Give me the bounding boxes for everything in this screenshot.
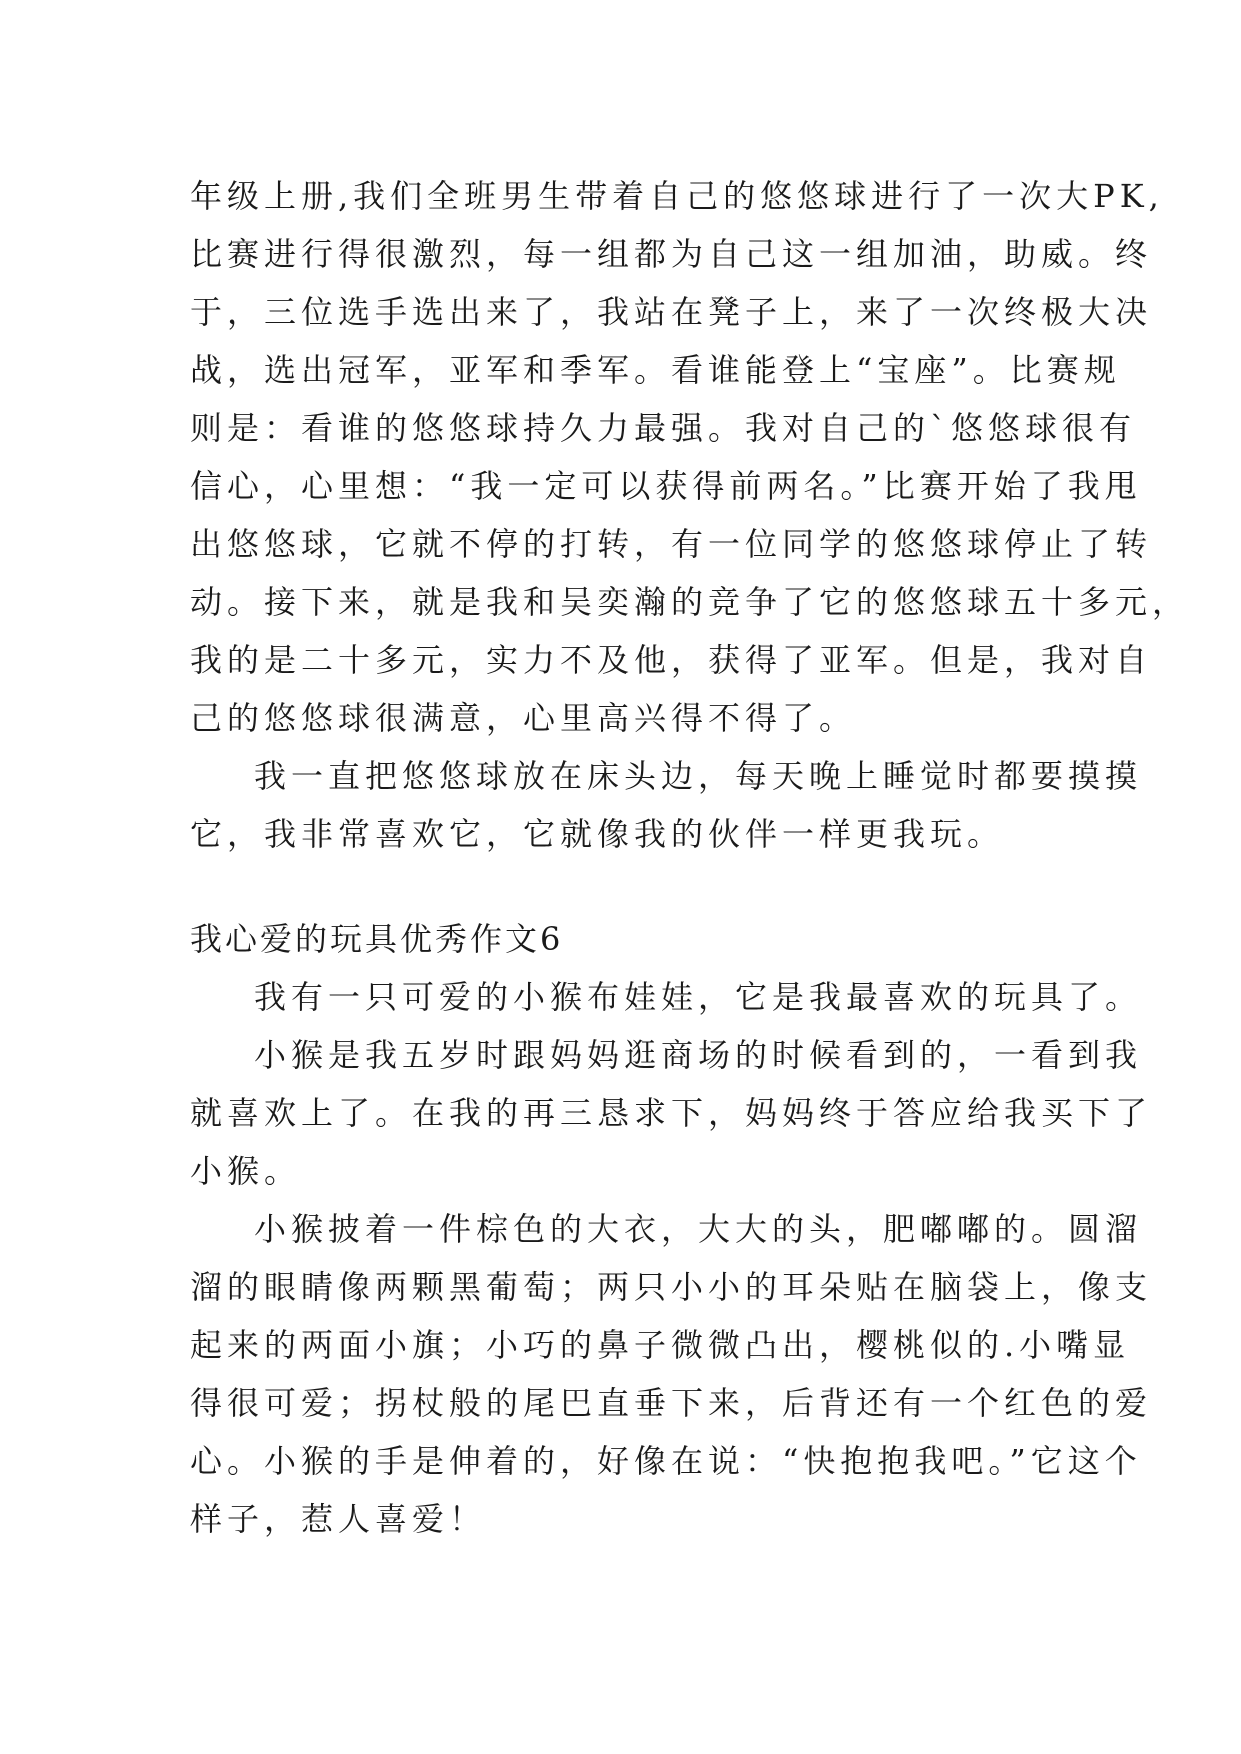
text-line: 心。小猴的手是伸着的，好像在说：“快抱抱我吧。”它这个 (190, 1442, 1142, 1480)
paragraph-intro (190, 968, 1143, 1026)
paragraph-yoyo-competition (190, 167, 1190, 747)
text-line: 信心，心里想：“我一定可以获得前两名。”比赛开始了我甩 (190, 467, 1142, 505)
text-line: 样子，惹人喜爱！ (190, 1500, 487, 1538)
text-line: 溜的眼睛像两颗黑葡萄；两只小小的耳朵贴在脑袋上，像支 (190, 1268, 1153, 1306)
section-heading: 我心爱的玩具优秀作文6 (190, 920, 564, 958)
text-line: 我有一只可爱的小猴布娃娃，它是我最喜欢的玩具了。 (254, 978, 1143, 1016)
essay-title (190, 910, 1090, 968)
text-line: 它，我非常喜欢它，它就像我的伙伴一样更我玩。 (190, 815, 1005, 853)
text-line: 我的是二十多元，实力不及他，获得了亚军。但是，我对自 (190, 641, 1153, 679)
text-line: 动。接下来，就是我和吴奕瀚的竞争了它的悠悠球五十多元， (190, 583, 1190, 621)
paragraph-bedside (190, 747, 1143, 863)
text-line: 小猴。 (190, 1152, 302, 1190)
text-line: 比赛进行得很激烈，每一组都为自己这一组加油，助威。终 (190, 235, 1153, 273)
text-line: 于，三位选手选出来了，我站在凳子上，来了一次终极大决 (190, 293, 1153, 331)
text-line: 小猴是我五岁时跟妈妈逛商场的时候看到的，一看到我 (254, 1036, 1143, 1074)
text-line: 己的悠悠球很满意，心里高兴得不得了。 (190, 699, 857, 737)
text-line: 年级上册,我们全班男生带着自己的悠悠球进行了一次大PK, (190, 177, 1164, 215)
text-line: 得很可爱；拐杖般的尾巴直垂下来，后背还有一个红色的爱 (190, 1384, 1153, 1422)
text-line: 小猴披着一件棕色的大衣，大大的头，肥嘟嘟的。圆溜 (254, 1210, 1143, 1248)
text-line: 起来的两面小旗；小巧的鼻子微微凸出，樱桃似的.小嘴显 (190, 1326, 1131, 1364)
text-line: 则是：看谁的悠悠球持久力最强。我对自己的`悠悠球很有 (190, 409, 1137, 447)
text-line: 我一直把悠悠球放在床头边，每天晚上睡觉时都要摸摸 (254, 757, 1143, 795)
paragraph-description (190, 1200, 1153, 1548)
text-line: 就喜欢上了。在我的再三恳求下，妈妈终于答应给我买下了 (190, 1094, 1153, 1132)
paragraph-shopping (190, 1026, 1153, 1200)
text-line: 出悠悠球，它就不停的打转，有一位同学的悠悠球停止了转 (190, 525, 1153, 563)
text-line: 战，选出冠军，亚军和季军。看谁能登上“宝座”。比赛规 (190, 351, 1121, 389)
